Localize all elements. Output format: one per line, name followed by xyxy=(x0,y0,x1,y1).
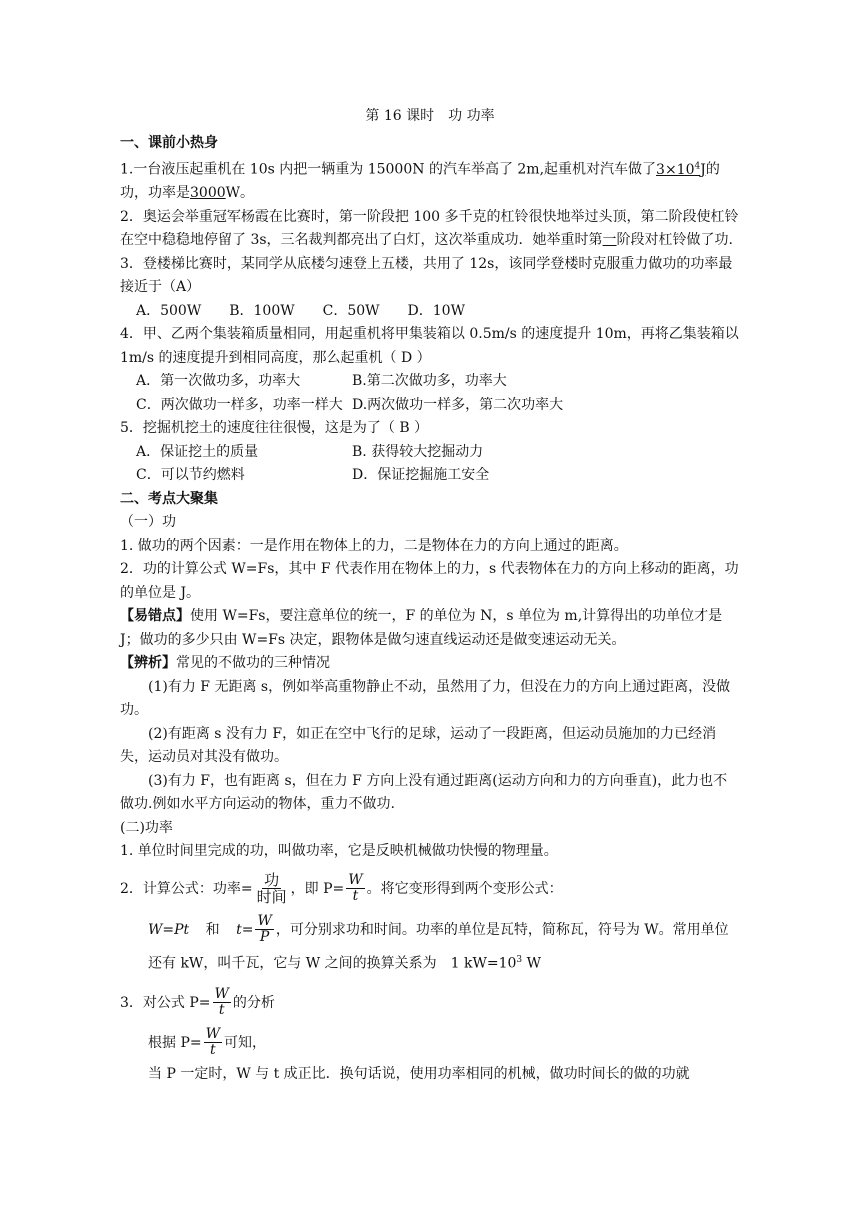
option-4b: B.第二次做功多，功率大 xyxy=(352,373,507,390)
error-prone-note xyxy=(120,605,740,652)
fraction-W-over-t xyxy=(204,1027,222,1059)
fraction-denominator: 时间 xyxy=(256,888,287,907)
question-3-options-text: A．500W B．100W C．50W D．10W xyxy=(136,302,465,319)
case-1: (1)有力 F 无距离 s，例如举高重物静止不动，虽然用了力，但没在力的方向上通过距离，没做功。 xyxy=(120,678,731,719)
section-heading-keypoints: 二、考点大聚集 xyxy=(120,490,218,507)
question-1-text-2: 的功，功率是 xyxy=(120,161,720,202)
fraction-W-over-t xyxy=(213,987,231,1019)
answer-1-work xyxy=(656,162,706,178)
formula-t-prefix: t= xyxy=(236,921,254,938)
fraction-numerator: W xyxy=(214,986,229,1003)
according-to-suffix: 可知， xyxy=(224,1034,266,1051)
question-2-text: 2．奥运会举重冠军杨霞在比赛时，第一阶段把 100 多千克的杠铃很快地举过头顶，第二阶段使杠铃在空中稳稳地停留了 3s，三名裁判都亮出了白灯，这次举重成功．她举重时第 xyxy=(120,208,739,249)
option-5d: D．保证挖掘施工安全 xyxy=(352,467,490,484)
option-5b: B. 获得较大挖掘动力 xyxy=(352,443,484,460)
case-2: (2)有距离 s 没有力 F，如正在空中飞行的足球，运动了一段距离，但运动员施加的力已经消失，运动员对其没有做功。 xyxy=(120,725,717,766)
question-3-options xyxy=(120,300,740,324)
question-2-end: 阶段对杠铃做了功. xyxy=(616,232,733,249)
formula-W-Pt: W=Pt xyxy=(148,921,190,938)
error-prone-label: 【易错点】 xyxy=(120,608,190,625)
question-5: 5．挖掘机挖土的速度往往很慢，这是为了（ B ） xyxy=(120,420,429,437)
fraction-W-over-P xyxy=(255,914,273,946)
page-title: 第 16 课时 功 功率 xyxy=(365,108,495,124)
question-2 xyxy=(120,206,740,253)
fraction-W-over-t xyxy=(346,873,364,905)
formula-analysis-suffix: 的分析 xyxy=(232,994,275,1011)
option-5a: A．保证挖土的质量 xyxy=(136,443,259,460)
analysis-note xyxy=(120,652,740,676)
analysis-label: 【辨析】 xyxy=(120,655,176,672)
power-formula-suffix: 。将它变形得到两个变形公式： xyxy=(366,880,563,897)
question-1-text: 1.一台液压起重机在 10s 内把一辆重为 15000N 的汽车举高了 2m,起重机对汽车做了 xyxy=(120,161,657,178)
derived-formulas-end: W xyxy=(522,956,541,973)
fraction-numerator: W xyxy=(348,871,363,888)
fraction-numerator: W xyxy=(205,1025,220,1042)
work-point-2: 2．功的计算公式 W=Fs，其中 F 代表作用在物体上的力，s 代表物体在力的方向上移动的距离，功的单位是 J。 xyxy=(120,561,739,601)
option-4d: D.两次做功一样多，第二次功率大 xyxy=(352,396,564,413)
option-4c: C．两次做功一样多，功率一样大 xyxy=(136,396,343,413)
question-1 xyxy=(120,155,740,206)
option-5c: C．可以节约燃料 xyxy=(136,467,245,484)
question-3: 3．登楼梯比赛时，某同学从底楼匀速登上五楼，共用了 12s，该同学登楼时克服重力做功的功率最接近于（A） xyxy=(120,255,733,296)
option-4a: A．第一次做功多，功率大 xyxy=(136,373,301,390)
analysis-text: 常见的不做功的三种情况 xyxy=(176,655,330,672)
and-word: 和 xyxy=(205,921,220,938)
section-heading-warmup: 一、课前小热身 xyxy=(120,134,218,151)
formula-analysis-heading xyxy=(120,987,740,1019)
answer-1-base: 3×10 xyxy=(656,161,695,178)
case-3: (3)有力 F，也有距离 s，但在力 F 方向上没有通过距离(运动方向和力的方向垂直)，此力也不做功.例如水平方向运动的物体，重力不做功. xyxy=(120,772,728,813)
fraction-numerator: 功 xyxy=(264,870,280,889)
proportional-statement: 当 P 一定时，W 与 t 成正比．换句话说，使用功率相同的机械，做功时间长的做的功就 xyxy=(148,1065,690,1082)
question-4: 4．甲、乙两个集装箱质量相同，用起重机将甲集装箱以 0.5m/s 的速度提升 10m，再将乙集装箱以 1m/s 的速度提升到相同高度，那么起重机（ D ） xyxy=(120,326,739,366)
work-point-1: 1. 做功的两个因素：一是作用在物体上的力，二是物体在力的方向上通过的距离。 xyxy=(120,537,628,554)
answer-2: 一 xyxy=(602,232,617,249)
question-5-options-row-1 xyxy=(120,441,740,465)
fraction-denominator: t xyxy=(218,1002,225,1019)
subsection-power: (二)功率 xyxy=(120,819,173,836)
question-5-options-row-2 xyxy=(120,464,740,488)
power-formula-line xyxy=(120,872,740,906)
subsection-work: （一）功 xyxy=(120,514,176,531)
question-4-options-row-2 xyxy=(120,394,740,418)
fraction-numerator: W xyxy=(257,912,272,929)
answer-1-exponent: 4 xyxy=(694,161,701,171)
error-prone-text: 使用 W=Fs，要注意单位的统一，F 的单位为 N，s 单位为 m,计算得出的功单位才是 J；做功的多少只由 W=Fs 决定，跟物体是做匀速直线运动还是做变速运动无关。 xyxy=(120,608,723,648)
answer-1-unit: J xyxy=(700,161,706,178)
power-formula-mid: ，即 P= xyxy=(290,880,345,897)
fraction-denominator: P xyxy=(259,929,270,946)
fraction-denominator: t xyxy=(209,1042,216,1059)
formula-analysis-prefix: 3．对公式 P= xyxy=(120,994,211,1011)
fraction-work-over-time xyxy=(255,872,289,906)
derived-formulas-line xyxy=(120,914,740,979)
power-formula-prefix: 2．计算公式：功率= xyxy=(120,880,253,897)
power-point-1: 1. 单位时间里完成的功，叫做功率，它是反映机械做功快慢的物理量。 xyxy=(120,843,558,860)
kilowatt-exponent: 3 xyxy=(516,955,523,966)
question-1-text-3: W。 xyxy=(225,185,255,202)
according-to-line xyxy=(120,1027,740,1059)
question-4-options-row-1 xyxy=(120,370,740,394)
fraction-denominator: t xyxy=(352,888,359,905)
derived-formulas-text: ，可分别求功和时间。功率的单位是瓦特，简称瓦，符号为 W。常用单位还有 kW，叫千瓦，它与 W 之间的换算关系为 1 kW=10 xyxy=(148,921,729,973)
answer-1-power: 3000 xyxy=(190,185,226,202)
according-to-prefix: 根据 P= xyxy=(148,1034,202,1051)
